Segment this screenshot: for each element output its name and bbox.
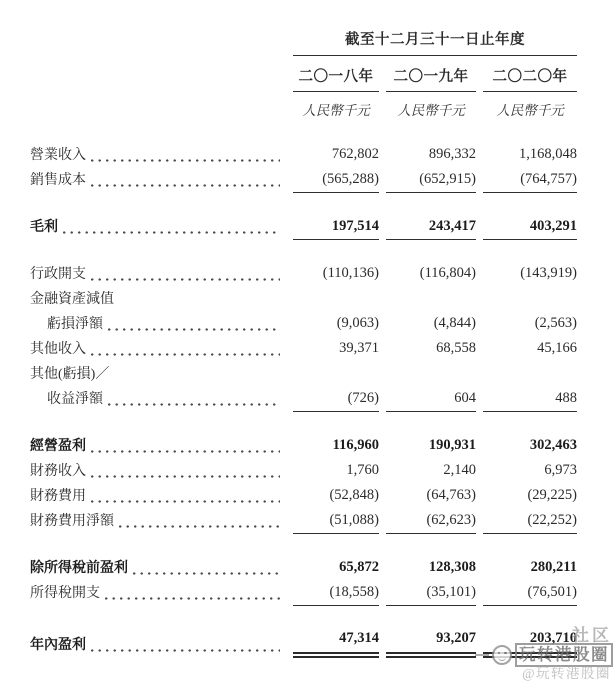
- row-label: 其他收入: [30, 342, 86, 357]
- value-2019: 604: [386, 388, 476, 412]
- dot-leader: [91, 184, 280, 187]
- row-label: 金融資產減值: [30, 292, 114, 307]
- value-2018: 39,371: [339, 340, 379, 356]
- row-gross-profit: [30, 215, 577, 240]
- value-2019: 93,207: [386, 628, 476, 658]
- value-2019: (4,844): [433, 315, 476, 331]
- value-2020: (22,252): [483, 510, 577, 534]
- unit-label: 人民幣千元: [397, 103, 465, 118]
- row-net-finance-costs: [30, 509, 577, 534]
- row-label: 營業收入: [30, 148, 86, 163]
- value-2020: 302,463: [529, 437, 577, 453]
- value-2018: 197,514: [293, 216, 379, 240]
- value-2019: 243,417: [386, 216, 476, 240]
- row-label: 除所得稅前盈利: [30, 561, 128, 576]
- dot-leader: [91, 278, 280, 281]
- row-profit-before-tax: [30, 556, 577, 581]
- value-2019: 896,332: [428, 146, 476, 162]
- row-label: 財務費用: [30, 489, 86, 504]
- value-2020: (76,501): [483, 582, 577, 606]
- header-units-row: [30, 92, 577, 119]
- value-2018: (52,848): [329, 487, 379, 503]
- row-impairment-line2: [30, 312, 577, 337]
- value-2019: 190,931: [428, 437, 476, 453]
- row-finance-income: [30, 459, 577, 484]
- header-gap: [30, 119, 577, 143]
- value-2018: (51,088): [293, 510, 379, 534]
- row-label: 收益淨額: [47, 392, 103, 407]
- dot-leader: [91, 500, 280, 503]
- value-2019: (116,804): [419, 265, 476, 281]
- value-2018: 1,760: [346, 462, 379, 478]
- value-2020: 6,973: [544, 462, 577, 478]
- row-income-tax: [30, 581, 577, 606]
- period-title: 截至十二月三十一日止年度: [293, 28, 577, 56]
- value-2019: (35,101): [386, 582, 476, 606]
- value-2020: 280,211: [530, 559, 577, 575]
- value-2018: (110,136): [322, 265, 379, 281]
- value-2019: (64,763): [426, 487, 476, 503]
- row-other-gains-line2: [30, 387, 577, 412]
- dot-leader: [119, 525, 280, 528]
- value-2018: (9,063): [336, 315, 379, 331]
- dot-leader: [91, 450, 280, 453]
- unit-label: 人民幣千元: [496, 103, 564, 118]
- value-2020: (764,757): [483, 169, 577, 193]
- dot-leader: [133, 572, 280, 575]
- unit-label: 人民幣千元: [302, 103, 370, 118]
- value-2018: 65,872: [339, 559, 379, 575]
- dot-leader: [91, 159, 280, 162]
- watermark-community-text: 社区: [572, 626, 612, 645]
- row-label: 毛利: [30, 220, 58, 235]
- row-label: 財務費用淨額: [30, 514, 114, 529]
- value-2020: 1,168,048: [519, 146, 577, 162]
- row-label: 所得稅開支: [30, 586, 100, 601]
- value-2019: 68,558: [436, 340, 476, 356]
- year-2018-header: 二〇一八年: [293, 65, 379, 92]
- row-label: 銷售成本: [30, 173, 86, 188]
- year-2020-header: 二〇二〇年: [483, 65, 577, 92]
- row-label: 行政開支: [30, 267, 86, 282]
- dot-leader: [63, 231, 280, 234]
- value-2019: 2,140: [443, 462, 476, 478]
- value-2020: 203,710: [483, 628, 577, 658]
- dot-leader: [108, 403, 280, 406]
- section-gap: [30, 534, 577, 556]
- section-gap: [30, 193, 577, 215]
- row-label: 財務收入: [30, 464, 86, 479]
- row-impairment-line1: [30, 287, 577, 312]
- value-2020: (143,919): [520, 265, 577, 281]
- value-2018: 116,960: [332, 437, 379, 453]
- value-2020: 488: [483, 388, 577, 412]
- row-label: 年內盈利: [30, 638, 86, 653]
- watermark-handle-text: @玩转港股圈: [522, 666, 611, 681]
- row-revenue: [30, 143, 577, 168]
- row-profit-for-year: [30, 628, 577, 658]
- dot-leader: [108, 328, 280, 331]
- row-label: 其他(虧損)／: [30, 367, 110, 382]
- value-2019: (62,623): [386, 510, 476, 534]
- value-2018: (18,558): [293, 582, 379, 606]
- value-2019: 128,308: [428, 559, 476, 575]
- value-2020: 45,166: [537, 340, 577, 356]
- dot-leader: [91, 475, 280, 478]
- row-finance-costs: [30, 484, 577, 509]
- row-label: 經營盈利: [30, 439, 86, 454]
- value-2018: (726): [293, 388, 379, 412]
- row-admin-expenses: [30, 262, 577, 287]
- watermark-brand-text: 玩转港股圈: [515, 643, 613, 667]
- dot-leader: [105, 597, 280, 600]
- row-other-gains-line1: [30, 362, 577, 387]
- row-cost-of-sales: [30, 168, 577, 193]
- year-2019-header: 二〇一九年: [386, 65, 476, 92]
- dot-leader: [91, 649, 280, 652]
- value-2020: (2,563): [534, 315, 577, 331]
- income-statement-table: [30, 28, 577, 658]
- value-2020: (29,225): [527, 487, 577, 503]
- section-gap: [30, 606, 577, 628]
- value-2020: 403,291: [483, 216, 577, 240]
- dot-leader: [91, 353, 280, 356]
- section-gap: [30, 412, 577, 434]
- value-2018: (565,288): [293, 169, 379, 193]
- row-operating-profit: [30, 434, 577, 459]
- header-years-row: [30, 56, 577, 92]
- header-period-row: [30, 28, 577, 56]
- row-label: 虧損淨額: [47, 317, 103, 332]
- value-2019: (652,915): [386, 169, 476, 193]
- section-gap: [30, 240, 577, 262]
- row-other-income: [30, 337, 577, 362]
- value-2018: 762,802: [331, 146, 379, 162]
- value-2018: 47,314: [293, 628, 379, 658]
